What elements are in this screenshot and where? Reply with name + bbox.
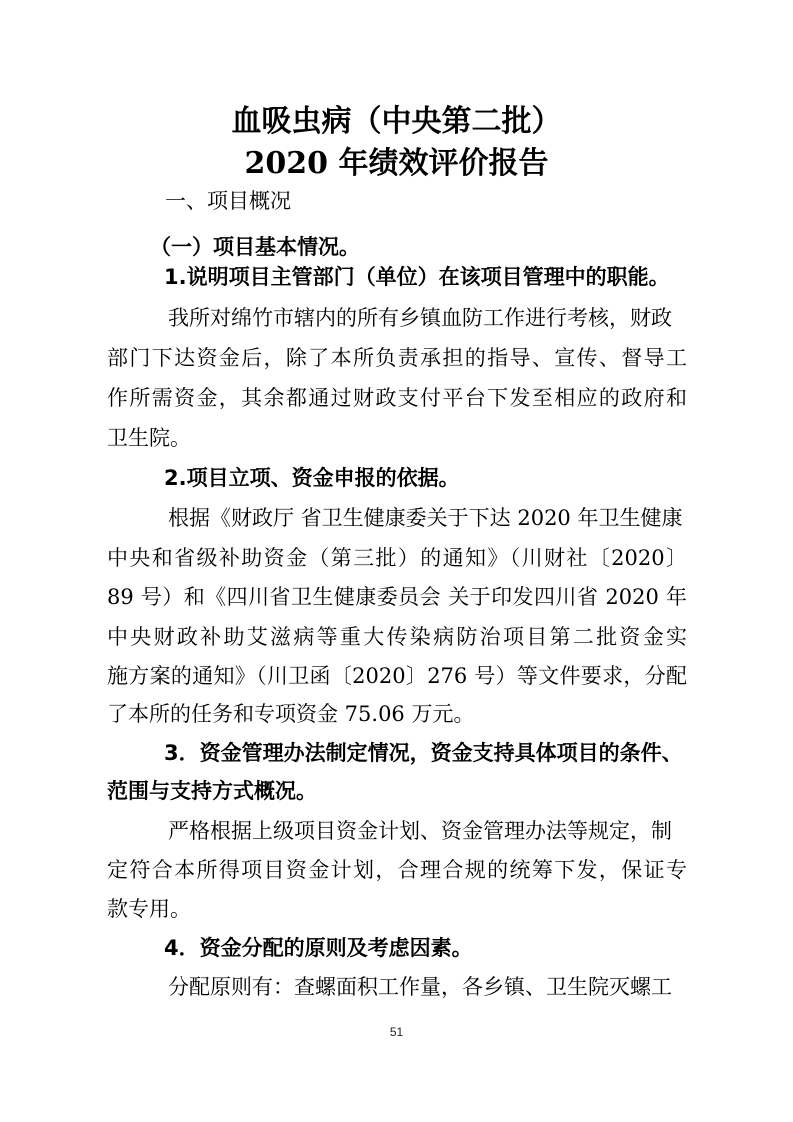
subsection-heading: （一）项目基本情况。 [150, 235, 360, 259]
item4-heading: 4．资金分配的原则及考虑因素。 [164, 936, 473, 960]
paragraph-line: 分配原则有：查螺面积工作量，各乡镇、卫生院灭螺工 [168, 975, 672, 999]
item3-heading-line-1: 3．资金管理办法制定情况，资金支持具体项目的条件、 [164, 741, 683, 765]
paragraph-line: 严格根据上级项目资金计划、资金管理办法等规定，制 [168, 819, 672, 843]
paragraph-line: 款专用。 [107, 897, 191, 921]
document-title-line-2: 2020 年绩效评价报告 [244, 146, 549, 181]
page-number: 51 [389, 1025, 404, 1039]
paragraph-line: 我所对绵竹市辖内的所有乡镇血防工作进行考核，财政 [168, 306, 672, 330]
item3-heading-line-2: 范围与支持方式概况。 [107, 779, 317, 803]
document-title-line-1: 血吸虫病（中央第二批） [231, 104, 562, 139]
paragraph-line: 89 号）和《四川省卫生健康委员会 关于印发四川省 2020 年 [107, 585, 687, 609]
item1-heading: 1.说明项目主管部门（单位）在该项目管理中的职能。 [164, 265, 670, 289]
item2-heading: 2.项目立项、资金申报的依据。 [164, 466, 460, 490]
paragraph-line: 中央和省级补助资金（第三批）的通知》（川财社〔2020〕 [107, 546, 687, 570]
paragraph-line: 部门下达资金后，除了本所负责承担的指导、宣传、督导工 [107, 346, 687, 370]
paragraph-line: 定符合本所得项目资金计划，合理合规的统筹下发，保证专 [107, 858, 687, 882]
paragraph-line: 作所需资金，其余都通过财政支付平台下发至相应的政府和 [107, 386, 687, 410]
section-heading: 一、项目概况 [165, 189, 291, 213]
paragraph-line: 卫生院。 [107, 426, 191, 450]
paragraph-line: 根据《财政厅 省卫生健康委关于下达 2020 年卫生健康 [168, 506, 683, 530]
paragraph-line: 了本所的任务和专项资金 75.06 万元。 [107, 702, 475, 726]
paragraph-line: 施方案的通知》（川卫函〔2020〕276 号）等文件要求，分配 [107, 664, 687, 688]
paragraph-line: 中央财政补助艾滋病等重大传染病防治项目第二批资金实 [107, 625, 687, 649]
